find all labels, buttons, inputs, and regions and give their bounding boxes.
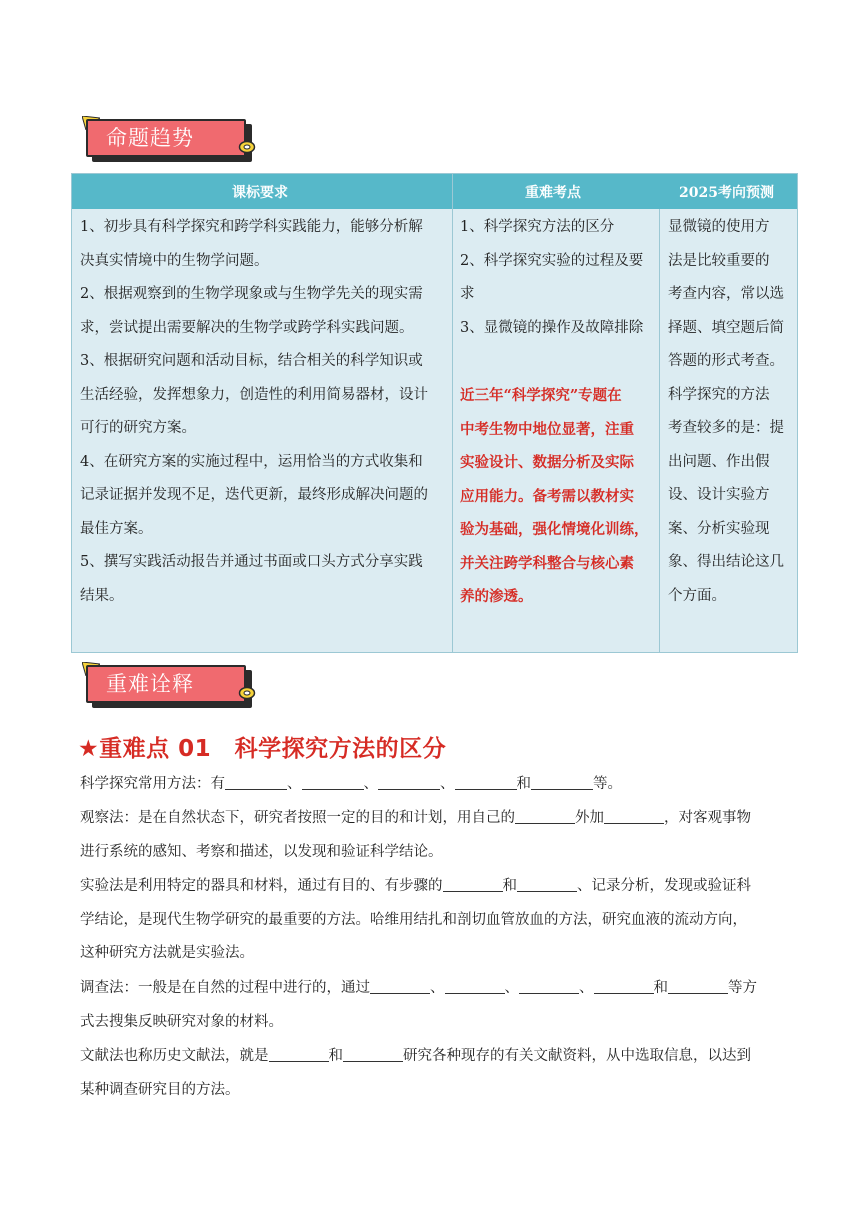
cell-line: 个方面。 bbox=[668, 587, 726, 604]
column-divider bbox=[452, 174, 453, 652]
fill-blank[interactable] bbox=[302, 773, 364, 790]
star-icon: ★ bbox=[78, 736, 100, 762]
cell-line: 记录证据并发现不足，迭代更新，最终形成解决问题的 bbox=[80, 487, 428, 503]
cell-line: 近三年“科学探究”专题在 bbox=[460, 387, 622, 404]
fill-blank[interactable] bbox=[531, 773, 593, 790]
ring-icon bbox=[238, 140, 256, 154]
cell-line: 养的渗透。 bbox=[460, 588, 533, 605]
text: 外加 bbox=[575, 810, 604, 826]
cell-line: 中考生物中地位显著，注重 bbox=[460, 420, 634, 438]
text: 和 bbox=[516, 776, 531, 792]
cell-line: 出问题、作出假 bbox=[668, 453, 770, 470]
column-divider bbox=[659, 209, 660, 652]
cell-line: 可行的研究方案。 bbox=[80, 420, 196, 436]
fill-blank[interactable] bbox=[515, 807, 575, 824]
fill-blank[interactable] bbox=[594, 977, 654, 994]
cell-line: 求 bbox=[460, 286, 475, 302]
cell-line: 择题、填空题后简 bbox=[668, 319, 784, 336]
cell-line: 最佳方案。 bbox=[80, 520, 153, 537]
fill-blank[interactable] bbox=[517, 875, 577, 892]
fill-blank[interactable] bbox=[455, 773, 517, 790]
fill-blank[interactable] bbox=[668, 977, 728, 994]
text: 等方 bbox=[728, 980, 757, 996]
paragraph-methods bbox=[80, 768, 800, 802]
cell-line: 显微镜的使用方 bbox=[668, 219, 770, 235]
fill-blank[interactable] bbox=[604, 807, 664, 824]
cell-line: 应用能力。备考需以教材实 bbox=[460, 487, 634, 505]
header-curriculum: 课标要求 bbox=[232, 185, 288, 201]
fill-blank[interactable] bbox=[378, 773, 440, 790]
fill-blank[interactable] bbox=[343, 1045, 403, 1062]
text: 科学探究常用方法：有 bbox=[80, 776, 225, 792]
paragraph-survey bbox=[80, 972, 800, 1039]
paragraph-literature bbox=[80, 1040, 800, 1107]
text: ，对客观事物 bbox=[664, 810, 751, 826]
fill-blank[interactable] bbox=[370, 977, 430, 994]
text: 、 bbox=[504, 980, 519, 996]
cell-line: 2、根据观察到的生物学现象或与生物学先关的现实需 bbox=[80, 286, 423, 302]
text: 实验法是利用特定的器具和材料，通过有目的、有步骤的 bbox=[80, 878, 443, 894]
text: 等。 bbox=[593, 776, 622, 792]
cell-line: 实验设计、数据分析及实际 bbox=[460, 454, 634, 471]
text: 某种调查研究目的方法。 bbox=[80, 1081, 240, 1098]
text: 文献法也称历史文献法，就是 bbox=[80, 1048, 269, 1064]
text: 和 bbox=[653, 980, 668, 996]
fill-blank[interactable] bbox=[225, 773, 287, 790]
cell-line: 答题的形式考查。 bbox=[668, 353, 784, 369]
banner-title: 命题趋势 bbox=[106, 126, 194, 150]
cell-line: 求，尝试提出需要解决的生物学或跨学科实践问题。 bbox=[80, 319, 414, 336]
cell-line: 4、在研究方案的实施过程中，运用恰当的方式收集和 bbox=[80, 453, 423, 470]
paragraph-observation bbox=[80, 802, 800, 869]
text: 、 bbox=[287, 776, 302, 792]
text: 、记录分析，发现或验证科 bbox=[577, 878, 751, 894]
cell-line: 考查内容，常以选 bbox=[668, 286, 784, 302]
curriculum-cell bbox=[80, 211, 448, 613]
fill-blank[interactable] bbox=[443, 875, 503, 892]
text: 这种研究方法就是实验法。 bbox=[80, 945, 254, 961]
header-key-points: 重难考点 bbox=[525, 185, 581, 201]
cell-line: 1、科学探究方法的区分 bbox=[460, 219, 615, 235]
fill-blank[interactable] bbox=[445, 977, 505, 994]
text: 和 bbox=[502, 878, 517, 894]
text: 观察法：是在自然状态下，研究者按照一定的目的和计划，用自己的 bbox=[80, 810, 515, 826]
text: 、 bbox=[363, 776, 378, 792]
table-header bbox=[72, 174, 797, 209]
banner-title: 重难诠释 bbox=[106, 672, 194, 696]
cell-line: 设、设计实验方 bbox=[668, 487, 770, 503]
header-prediction: 2025考向预测 bbox=[679, 185, 774, 201]
fill-blank[interactable] bbox=[519, 977, 579, 994]
cell-line: 验为基础，强化情境化训练， bbox=[460, 521, 649, 538]
text: 、 bbox=[579, 980, 594, 996]
cell-line: 3、根据研究问题和活动目标，结合相关的科学知识或 bbox=[80, 353, 423, 369]
text: 学结论，是现代生物学研究的最重要的方法。哈维用结扎和剖切血管放血的方法，研究血液的流动方向， bbox=[80, 911, 747, 928]
cell-line: 5、撰写实践活动报告并通过书面或口头方式分享实践 bbox=[80, 554, 423, 570]
cell-line: 法是比较重要的 bbox=[668, 252, 770, 269]
cell-line: 结果。 bbox=[80, 587, 124, 604]
key-points-highlight bbox=[460, 379, 656, 614]
text: 式去搜集反映研究对象的材料。 bbox=[80, 1013, 283, 1030]
cell-line: 并关注跨学科整合与核心素 bbox=[460, 554, 634, 572]
text: 、 bbox=[440, 776, 455, 792]
key-points-cell bbox=[460, 211, 656, 345]
cell-line: 决真实情境中的生物学问题。 bbox=[80, 252, 269, 269]
section-banner-trend bbox=[82, 116, 260, 166]
cell-line: 案、分析实验现 bbox=[668, 520, 770, 537]
point-heading bbox=[78, 730, 446, 763]
cell-line: 考查较多的是：提 bbox=[668, 420, 784, 436]
cell-line: 1、初步具有科学探究和跨学科实践能力，能够分析解 bbox=[80, 219, 423, 235]
cell-line: 生活经验，发挥想象力，创造性的利用简易器材，设计 bbox=[80, 386, 428, 403]
text: 、 bbox=[430, 980, 445, 996]
text: 调查法：一般是在自然的过程中进行的，通过 bbox=[80, 980, 370, 996]
fill-blank[interactable] bbox=[269, 1045, 329, 1062]
cell-line: 象、得出结论这几 bbox=[668, 554, 784, 570]
cell-line: 3、显微镜的操作及故障排除 bbox=[460, 319, 644, 336]
exam-trend-table bbox=[71, 173, 798, 653]
text: 和 bbox=[328, 1048, 343, 1064]
paragraph-experiment bbox=[80, 870, 800, 971]
cell-line: 2、科学探究实验的过程及要 bbox=[460, 252, 644, 269]
prediction-cell bbox=[668, 211, 794, 613]
section-banner-difficulty bbox=[82, 662, 260, 712]
point-title: 重难点 01 科学探究方法的区分 bbox=[99, 736, 447, 762]
text: 进行系统的感知、考察和描述，以发现和验证科学结论。 bbox=[80, 843, 443, 860]
text: 研究各种现存的有关文献资料，从中选取信息，以达到 bbox=[403, 1048, 751, 1064]
cell-line: 科学探究的方法 bbox=[668, 386, 770, 403]
ring-icon bbox=[238, 686, 256, 700]
